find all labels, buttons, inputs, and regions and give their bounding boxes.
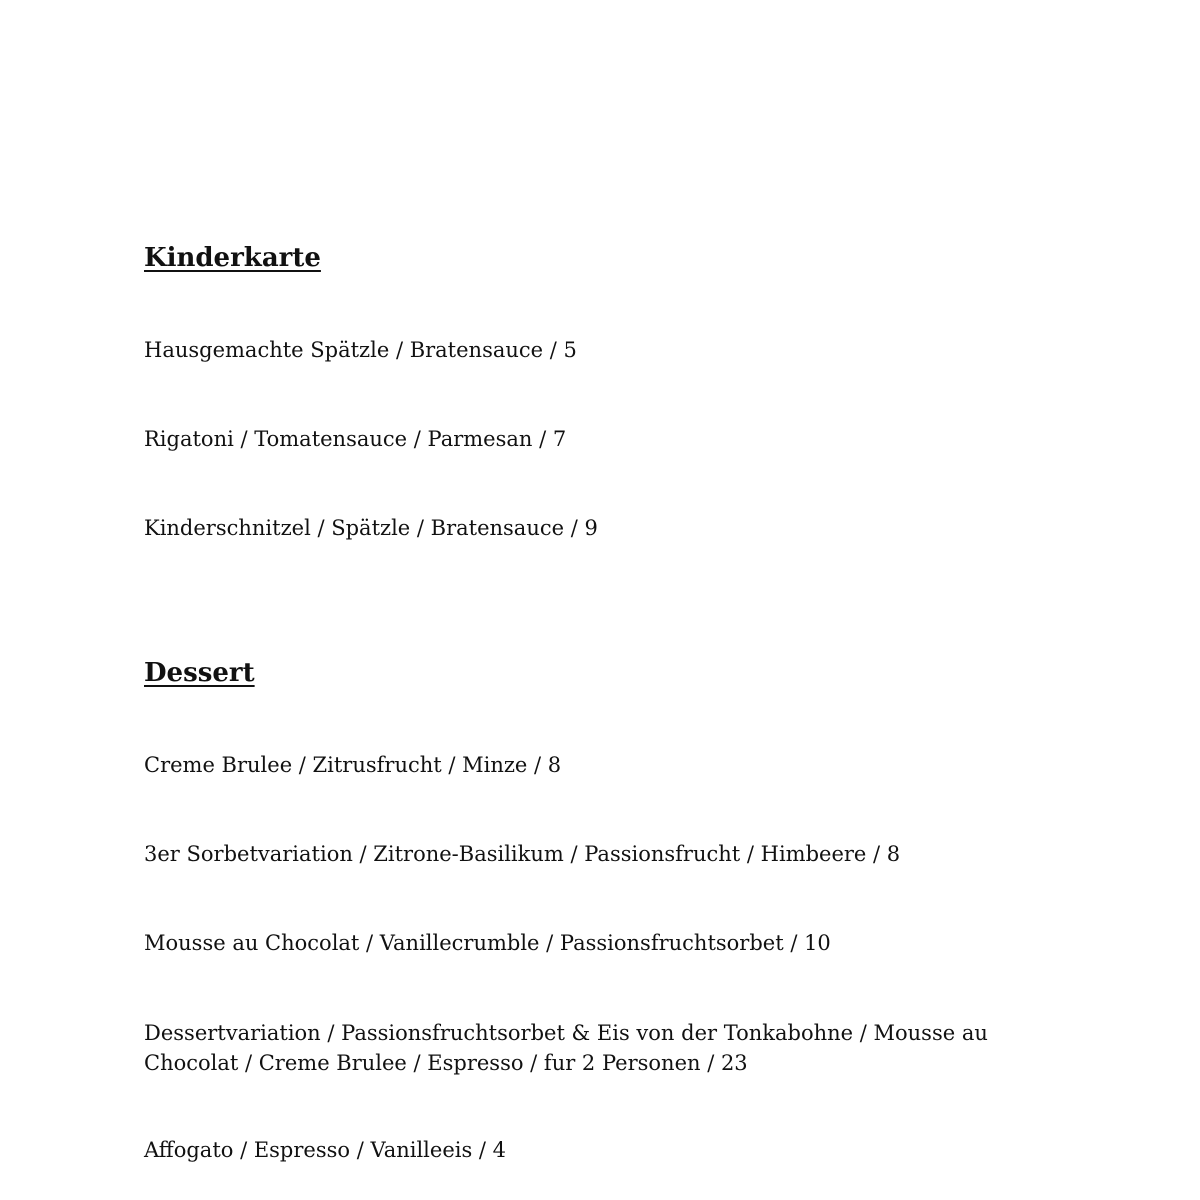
section-title-dessert: Dessert — [144, 658, 255, 688]
section-title-kinderkarte: Kinderkarte — [144, 243, 321, 273]
menu-item: Affogato / Espresso / Vanilleeis / 4 — [144, 1138, 507, 1162]
menu-item: Mousse au Chocolat / Vanillecrumble / Passionsfruchtsorbet / 10 — [144, 931, 831, 955]
menu-item: 3er Sorbetvariation / Zitrone-Basilikum / Passionsfrucht / Himbeere / 8 — [144, 842, 901, 866]
menu-item: Kinderschnitzel / Spätzle / Bratensauce / 9 — [144, 516, 598, 540]
menu-item: Rigatoni / Tomatensauce / Parmesan / 7 — [144, 427, 567, 451]
menu-item: Hausgemachte Spätzle / Bratensauce / 5 — [144, 338, 577, 362]
menu-item: Creme Brulee / Zitrusfrucht / Minze / 8 — [144, 753, 562, 777]
menu-item: Dessertvariation / Passionsfruchtsorbet & Eis von der Tonkabohne / Mousse au Chocolat / Creme Brulee / Espresso / fur 2 Personen / 23 — [144, 1021, 988, 1075]
